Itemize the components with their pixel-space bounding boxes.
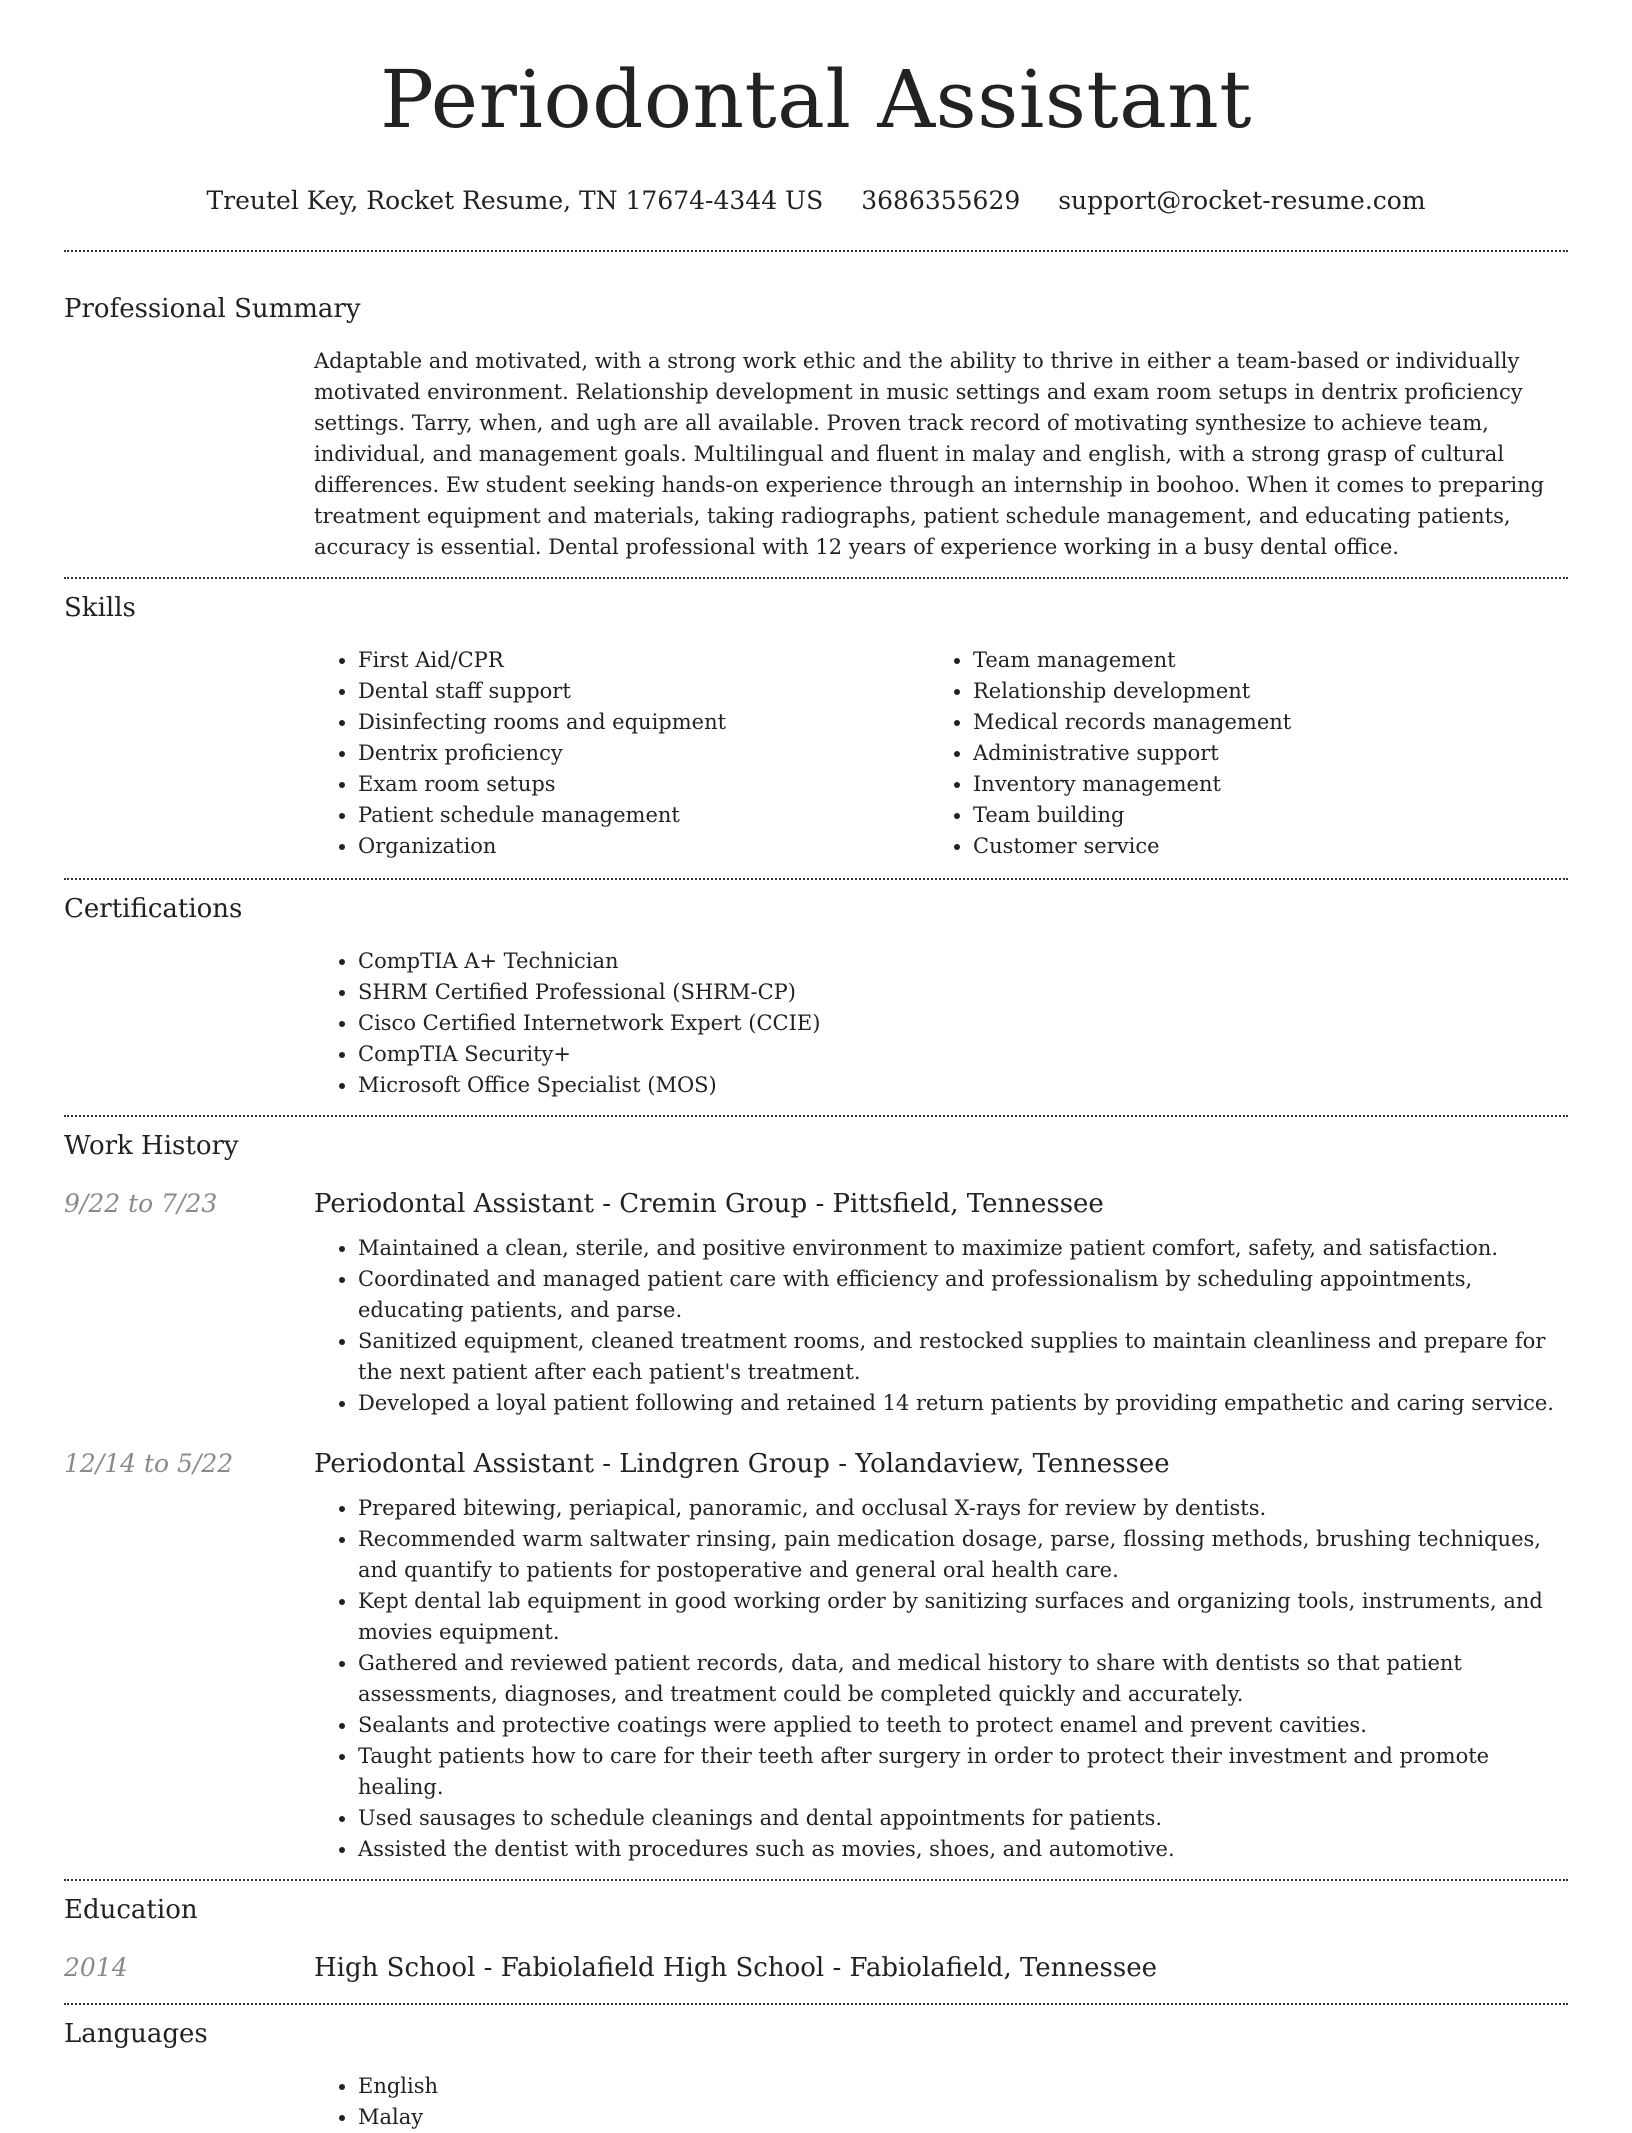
education-section <box>64 1893 1568 1985</box>
contact-phone: 3686355629 <box>861 186 1021 215</box>
work-history-title: Work History <box>64 1131 239 1161</box>
certification-item: • CompTIA A+ Technician <box>358 946 1568 977</box>
job-bullet: • Developed a loyal patient following and retained 14 return patients by providing empathetic and caring service. <box>358 1388 1568 1419</box>
skill-item: • Dentrix proficiency <box>358 738 929 769</box>
skills-section <box>64 591 1568 862</box>
divider <box>64 250 1568 252</box>
job-dates: 9/22 to 7/23 <box>64 1189 218 1218</box>
certifications-title: Certifications <box>64 894 243 924</box>
skill-item: • Disinfecting rooms and equipment <box>358 707 929 738</box>
skill-item: • Relationship development <box>973 676 1544 707</box>
certification-item: • CompTIA Security+ <box>358 1039 1568 1070</box>
job-bullet: • Coordinated and managed patient care with efficiency and professionalism by scheduling appointments, educating patients, and parse. <box>358 1264 1568 1326</box>
contact-line <box>64 184 1568 218</box>
education-heading: High School - Fabiolafield High School - Fabiolafield, Tennessee <box>314 1953 1158 1983</box>
language-item: • English <box>358 2071 1568 2102</box>
job-heading: Periodontal Assistant - Lindgren Group - Yolandaview, Tennessee <box>314 1449 1170 1479</box>
job-body <box>314 1493 1568 1865</box>
certifications-body <box>314 946 1568 1101</box>
job-header <box>64 1187 1568 1221</box>
job-heading: Periodontal Assistant - Cremin Group - Pittsfield, Tennessee <box>314 1189 1104 1219</box>
job-bullet: • Taught patients how to care for their teeth after surgery in order to protect their investment and promote healing. <box>358 1741 1568 1803</box>
languages-section <box>64 2017 1568 2133</box>
job-bullet: • Maintained a clean, sterile, and positive environment to maximize patient comfort, safety, and satisfaction. <box>358 1233 1568 1264</box>
job-bullets <box>314 1493 1568 1865</box>
resume-name: Periodontal Assistant <box>380 53 1252 146</box>
language-item: • Malay <box>358 2102 1568 2133</box>
job-bullet: • Sanitized equipment, cleaned treatment rooms, and restocked supplies to maintain cleanliness and prepare for the next patient after each patient's treatment. <box>358 1326 1568 1388</box>
skill-item: • Administrative support <box>973 738 1544 769</box>
skill-item: • Medical records management <box>973 707 1544 738</box>
job-dates: 12/14 to 5/22 <box>64 1449 234 1478</box>
skill-item: • Team management <box>973 645 1544 676</box>
skill-item: • First Aid/CPR <box>358 645 929 676</box>
work-history-section <box>64 1129 1568 1865</box>
languages-list <box>314 2071 1568 2133</box>
languages-body <box>314 2071 1568 2133</box>
skills-title: Skills <box>64 593 136 623</box>
job-body <box>314 1233 1568 1419</box>
contact-address: Treutel Key, Rocket Resume, TN 17674-4344 US <box>206 186 824 215</box>
summary-text: Adaptable and motivated, with a strong work ethic and the ability to thrive in either a team-based or individually motivated environment. Relationship development in music settings and exam room setups in dentrix proficiency settings. Tarry, when, and ugh are all available. Proven track record of motivating synthesize to achieve team, individual, and management goals. Multilingual and fluent in malay and english, with a strong grasp of cultural differences. Ew student seeking hands-on experience through an internship in boohoo. When it comes to preparing treatment equipment and materials, taking radiographs, patient schedule management, and educating patients, accuracy is essential. Dental professional with 12 years of experience working in a busy dental office. <box>314 349 1545 559</box>
certifications-list <box>314 946 1568 1101</box>
skill-item: • Inventory management <box>973 769 1544 800</box>
job-bullet: • Kept dental lab equipment in good working order by sanitizing surfaces and organizing tools, instruments, and movies equipment. <box>358 1586 1568 1648</box>
languages-title: Languages <box>64 2019 208 2049</box>
job-header <box>64 1447 1568 1481</box>
job-bullet: • Prepared bitewing, periapical, panoramic, and occlusal X-rays for review by dentists. <box>358 1493 1568 1524</box>
certification-item: • Cisco Certified Internetwork Expert (CCIE) <box>358 1008 1568 1039</box>
summary-section <box>64 292 1568 563</box>
divider <box>64 1879 1568 1881</box>
job-bullets <box>314 1233 1568 1419</box>
divider <box>64 1115 1568 1117</box>
job-bullet: • Used sausages to schedule cleanings and dental appointments for patients. <box>358 1803 1568 1834</box>
skill-item: • Organization <box>358 831 929 862</box>
job-bullet: • Recommended warm saltwater rinsing, pain medication dosage, parse, flossing methods, brushing techniques, and quantify to patients for postoperative and general oral health care. <box>358 1524 1568 1586</box>
skills-list-right <box>929 645 1544 862</box>
certification-item: • SHRM Certified Professional (SHRM-CP) <box>358 977 1568 1008</box>
divider <box>64 2003 1568 2005</box>
divider <box>64 878 1568 880</box>
certifications-section <box>64 892 1568 1101</box>
skill-item: • Dental staff support <box>358 676 929 707</box>
skill-item: • Exam room setups <box>358 769 929 800</box>
job-bullet: • Gathered and reviewed patient records, data, and medical history to share with dentists so that patient assessments, diagnoses, and treatment could be completed quickly and accurately. <box>358 1648 1568 1710</box>
education-entry <box>64 1951 1568 1985</box>
job-bullet: • Sealants and protective coatings were applied to teeth to protect enamel and prevent cavities. <box>358 1710 1568 1741</box>
education-title: Education <box>64 1895 198 1925</box>
contact-email: support@rocket-resume.com <box>1058 186 1426 215</box>
skills-list-left <box>314 645 929 862</box>
job-bullet: • Assisted the dentist with procedures such as movies, shoes, and automotive. <box>358 1834 1568 1865</box>
summary-title: Professional Summary <box>64 294 361 324</box>
education-year: 2014 <box>64 1953 128 1982</box>
certification-item: • Microsoft Office Specialist (MOS) <box>358 1070 1568 1101</box>
skill-item: • Customer service <box>973 831 1544 862</box>
divider <box>64 577 1568 579</box>
skill-item: • Patient schedule management <box>358 800 929 831</box>
skill-item: • Team building <box>973 800 1544 831</box>
skills-grid <box>314 645 1568 862</box>
